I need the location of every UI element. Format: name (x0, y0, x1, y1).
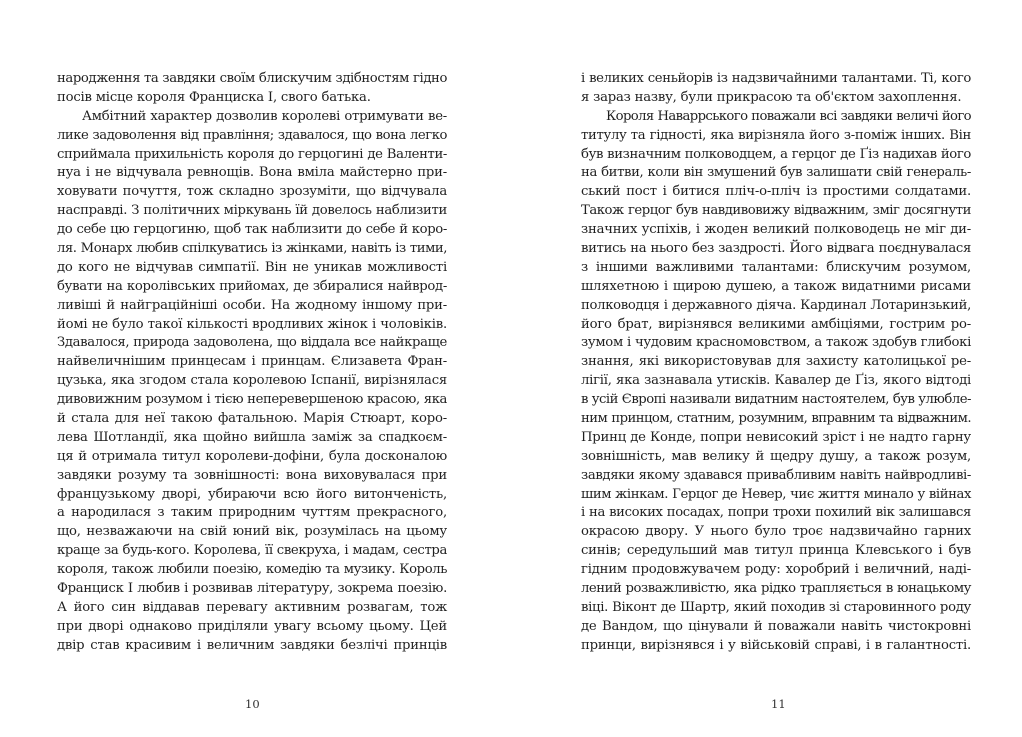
text-line: насправді. З політичних міркувань їй довелось наблизити (57, 203, 447, 219)
text-line: А його син віддавав перевагу активним розвагам, тож (57, 599, 447, 615)
text-line: ливіші й найграційніші особи. На жодному іншому при- (57, 297, 447, 313)
text-line: до кого не відчував симпатії. Він не уникав можливості (57, 259, 447, 275)
text-line: в усій Європі називали видатним настоятелем, був улюбле- (581, 392, 971, 408)
text-line: шляхетною і щирою душею, а також видатними рисами (581, 278, 971, 294)
text-line: ця й отримала титул королеви-дофіни, була досконалою (57, 448, 447, 464)
text-line: посів місце короля Франциска І, свого батька. (57, 89, 371, 105)
text-line: краще за будь-кого. Королева, її свекруха, і мадам, сестра (57, 543, 447, 559)
text-line: знання, які використовував для захисту католицької ре- (581, 354, 971, 370)
text-line: я зараз назву, були прикрасою та об'єктом захоплення. (581, 89, 962, 105)
right-page-text (581, 70, 971, 656)
text-line: і великих сеньйорів із надзвичайними талантами. Ті, кого (581, 71, 971, 86)
text-line: синів; середульший мав титул принца Клевського і був (581, 543, 971, 559)
text-line: і на високих посадах, попри трохи похилий вік залишався (581, 505, 971, 521)
text-line: двір став красивим і величним завдяки безлічі принців (57, 637, 447, 653)
text-line: завдяки якому здавався привабливим навіть найвродливі- (581, 467, 971, 483)
text-line: а народилася з таким природним чуттям прекрасного, (57, 505, 447, 521)
text-line: шим жінкам. Герцог де Невер, чиє життя минало у війнах (581, 486, 971, 502)
text-line: зовнішність, мав велику й щедру душу, а також розум, (581, 448, 971, 464)
text-line: до себе цю герцогиню, щоб так наблизити до себе й коро- (57, 222, 447, 238)
text-line: зумом і чудовим красномовством, а також здобув глибокі (581, 335, 971, 351)
text-line: сприймала прихильність короля до герцогині де Валенти- (57, 146, 447, 162)
text-line: нуа і не відчувала ревнощів. Вона вміла майстерно при- (57, 165, 447, 181)
text-line: ський пост і битися пліч-о-пліч із простими солдатами. (581, 184, 971, 200)
text-line: цузька, яка згодом стала королевою Іспанії, вирізнялася (57, 373, 447, 389)
text-line: ним принцом, статним, розумним, вправним та відважним. (581, 411, 971, 427)
text-line: французькому дворі, убираючи всю його витонченість, (57, 486, 447, 502)
text-line: що, незважаючи на свій юний вік, розумілась на цьому (57, 524, 447, 540)
text-line: йомі не було такої кількості вродливих жінок і чоловіків. (57, 316, 447, 332)
text-line: найвеличнішим принцесам і принцам. Єлизавета Фран- (57, 354, 447, 370)
text-line: лике задоволення від правління; здавалося, що вона легко (57, 127, 447, 143)
text-line: лений розважливістю, яка рідко трапляється в юнацькому (581, 581, 971, 597)
text-line: й стала для неї такою фатальною. Марія Стюарт, коро- (57, 411, 447, 427)
text-line: при дворі однаково приділяли увагу всьому цьому. Цей (57, 618, 447, 634)
text-line: лева Шотландії, яка щойно вийшла заміж за спадкоєм- (57, 429, 447, 445)
text-line: дивовижним розумом і тією неперевершеною красою, яка (57, 392, 447, 408)
text-line: ля. Монарх любив спілкуватись із жінками, навіть із тими, (57, 241, 447, 257)
left-page-number: 10 (245, 697, 260, 711)
text-line: Здавалося, природа задоволена, що віддала все найкраще (57, 335, 447, 351)
text-line: на битви, коли він змушений був залишати свій генераль- (581, 165, 971, 181)
text-line: принци, вирізнявся і у військовій справі, і в галантності. (581, 637, 971, 653)
text-line: лігії, яка зазнавала утисків. Кавалер де Ґіз, якого відтоді (581, 373, 971, 389)
text-line: завдяки розуму та зовнішності: вона виховувалася при (57, 467, 447, 483)
text-line: був визначним полководцем, а герцог де Ґіз надихав його (581, 146, 971, 162)
text-line: окрасою двору. У нього було троє надзвичайно гарних (581, 524, 971, 540)
text-line: Франциск І любив і розвивав літературу, зокрема поезію. (57, 581, 447, 597)
text-line: короля, також любили поезію, комедію та музику. Король (57, 562, 447, 578)
right-page (511, 0, 1022, 737)
text-line: з іншими важливими талантами: блискучим розумом, (581, 259, 971, 275)
right-page-number: 11 (771, 697, 786, 711)
text-line: Принц де Конде, попри невисокий зріст і не надто гарну (581, 429, 971, 445)
text-line: народження та завдяки своїм блискучим здібностям гідно (57, 71, 447, 86)
text-line: титулу та гідності, яка вирізняла його з-поміж інших. Він (581, 127, 971, 143)
text-line: віці. Віконт де Шартр, який походив зі старовинного роду (581, 599, 971, 615)
text-line: його брат, вирізнявся великими амбіціями, гострим ро- (581, 316, 971, 332)
text-line: полководця і державного діяча. Кардинал Лотаринзький, (581, 297, 971, 313)
text-line: значних успіхів, і жоден великий полководець не міг ди- (581, 222, 971, 238)
text-line: Також герцог був навдивовижу відважним, зміг досягнути (581, 203, 971, 219)
text-line: витись на нього без заздрості. Його відвага поєднувалася (581, 241, 971, 257)
text-line: де Вандом, що цінували й поважали навіть чистокровні (581, 618, 971, 634)
left-page-text (57, 70, 447, 656)
text-line: ховувати почуття, тож складно зрозуміти, що відчувала (57, 184, 447, 200)
text-line: бувати на королівських прийомах, де збиралися найврод- (57, 278, 447, 294)
text-line: гідним продовжувачем роду: хоробрий і величний, наді- (581, 562, 971, 578)
text-line: Короля Наваррського поважали всі завдяки величі його (606, 108, 971, 124)
text-line: Амбітний характер дозволив королеві отримувати ве- (82, 108, 447, 124)
